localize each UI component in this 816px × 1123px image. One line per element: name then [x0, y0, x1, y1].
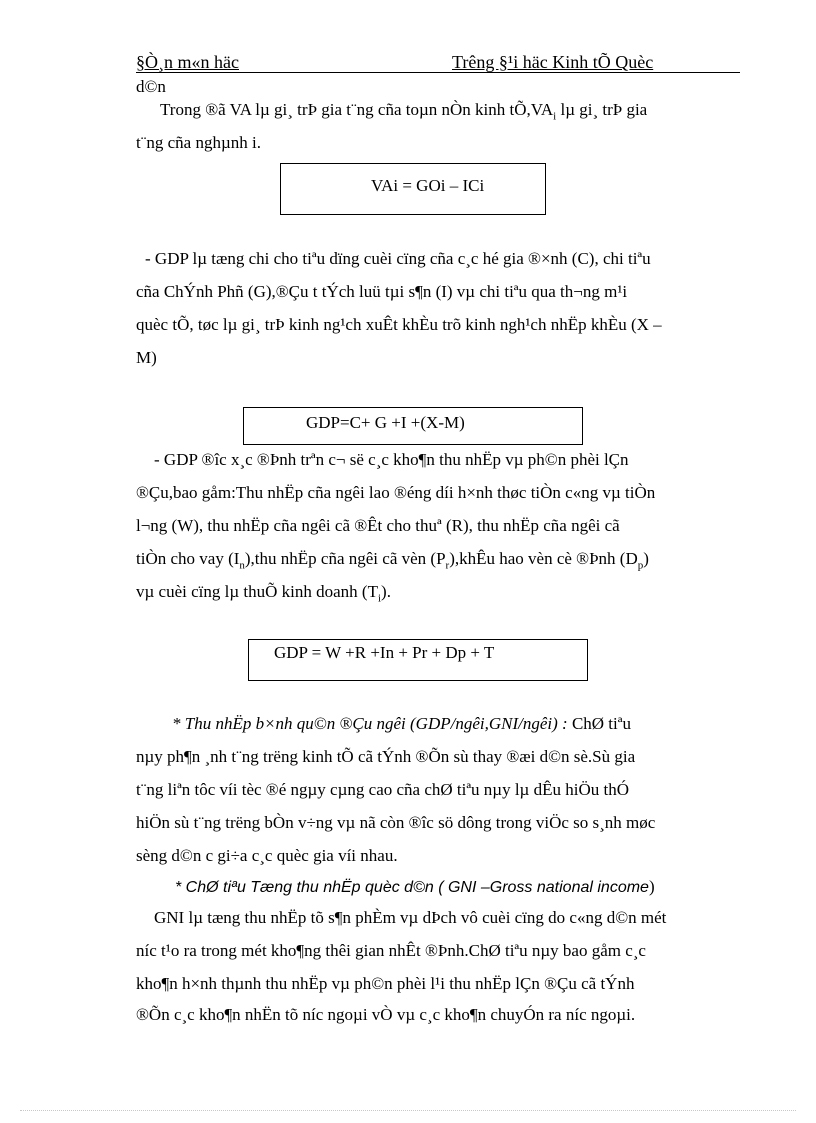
formula-gdp-income: GDP = W +R +In + Pr + Dp + T [274, 643, 495, 662]
paragraph-va-line-2: t¨ng cña nghµnh i. [136, 133, 261, 152]
paragraph-gni-line-4: ®Õn c¸c kho¶n nhËn tõ níc ngoµi vÒ vµ c¸c kho¶n chuyÓn ra níc ngoµi. [136, 1005, 636, 1024]
header-left: §Ò¸n m«n häc [136, 52, 239, 72]
paragraph-per-capita-line-1: * Thu nhËp b×nh qu©n ®Çu ngêi (GDP/ngêi,GNI/ngêi) : ChØ tiªu [172, 714, 631, 733]
paragraph-per-capita-line-4: hiÖn sù t¨ng trëng bÒn v÷ng vµ nã còn ®îc sö dông trong viÖc so s¸nh møc [136, 813, 656, 832]
paragraph-gni-heading: * ChØ tiªu Tæng thu nhËp quèc d©n ( GNI –Gross national income) [175, 877, 655, 896]
paragraph-gdp-expenditure-line-3: quèc tÕ, tøc lµ gi¸ trÞ kinh ng¹ch xuÊt khÈu trõ kinh ngh¹ch nhËp khÈu (X – [136, 315, 662, 334]
paragraph-per-capita-line-2: nµy ph¶n ¸nh t¨ng trëng kinh tÕ cã tÝnh ®Õn sù thay ®æi d©n sè.Sù gia [136, 747, 636, 766]
paragraph-gni-line-3: kho¶n h×nh thµnh thu nhËp vµ ph©n phèi l¹i thu nhËp lÇn ®Çu cã tÝnh [136, 974, 635, 993]
formula-box-gdp-income [248, 639, 588, 681]
paragraph-gdp-expenditure-line-2: cña ChÝnh Phñ (G),®Çu t tÝch luü tµi s¶n (I) vµ chi tiªu qua th¬ng m¹i [136, 282, 628, 301]
paragraph-per-capita-line-3: t¨ng liªn tôc víi tèc ®é ngµy cµng cao cña chØ tiªu nµy lµ dÊu hiÖu thÓ [136, 780, 629, 799]
paragraph-gdp-income-line-4: tiÒn cho vay $(I_n),thu$ nhËp cña ngêi cã vèn $(P_r),khÊu$ hao vèn cè ®Þnh $(D_p)$ [136, 549, 649, 572]
paragraph-gdp-expenditure-line-1: - GDP lµ tæng chi cho tiªu dïng cuèi cïng cña c¸c hé gia ®×nh (C), chi tiªu [145, 249, 651, 268]
page-header [136, 52, 740, 73]
paragraph-per-capita-line-5: sèng d©n c gi÷a c¸c quèc gia víi nhau. [136, 846, 398, 865]
paragraph-va-line-1: Trong ®ã VA lµ gi¸ trÞ gia t¨ng cña toµn nÒn kinh $tÕ,VA_i$ lµ gi¸ trÞ gia [160, 100, 648, 123]
header-right: Trêng §¹i häc Kinh tÕ Quèc [452, 52, 654, 72]
paragraph-gdp-income-line-3: l¬ng (W), thu nhËp cña ngêi cã ®Êt cho thuª (R), thu nhËp cña ngêi cã [136, 516, 620, 535]
paragraph-gdp-income-line-2: ®Çu,bao gåm:Thu nhËp cña ngêi lao ®éng díi h×nh thøc tiÒn c«ng vµ tiÒn [136, 483, 656, 502]
formula-va: VAi = GOi – ICi [371, 176, 485, 195]
paragraph-gdp-expenditure-line-4: M) [136, 348, 157, 367]
formula-box-va [280, 163, 546, 215]
paragraph-gni-line-1: GNI lµ tæng thu nhËp tõ s¶n phÈm vµ dÞch vô cuèi cïng do c«ng d©n mét [154, 908, 667, 927]
page-bottom-rule [20, 1110, 796, 1111]
formula-box-gdp-expenditure [243, 407, 583, 445]
formula-gdp-expenditure: GDP=C+ G +I +(X-M) [306, 413, 465, 432]
paragraph-gdp-income-line-1: - GDP ®îc x¸c ®Þnh trªn c¬ së c¸c kho¶n thu nhËp vµ ph©n phèi lÇn [154, 450, 629, 469]
header-continuation: d©n [136, 77, 166, 96]
paragraph-gni-line-2: níc t¹o ra trong mét kho¶ng thêi gian nhÊt ®Þnh.ChØ tiªu nµy bao gåm c¸c [136, 941, 646, 960]
paragraph-gdp-income-line-5: vµ cuèi cïng lµ thuÕ kinh doanh $(T_i)$. [136, 582, 391, 605]
